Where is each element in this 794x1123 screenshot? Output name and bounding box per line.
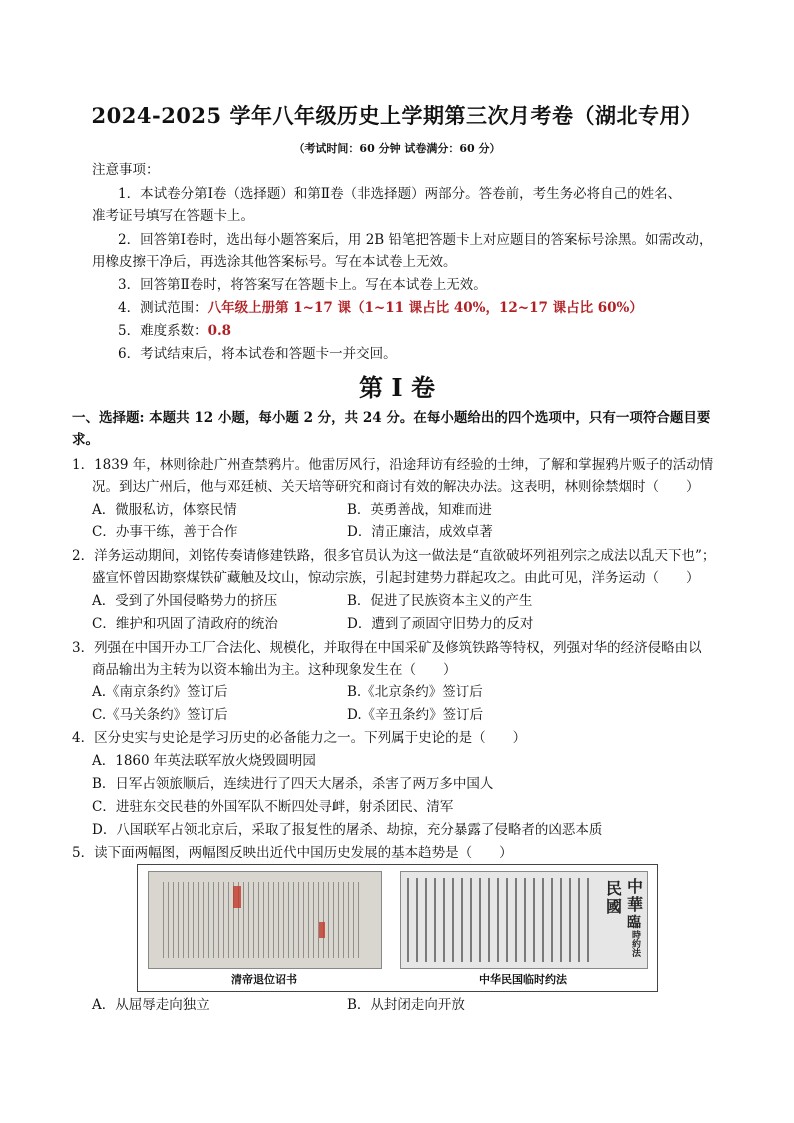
question-2-option-c[interactable]: C．维护和巩固了清政府的统治 bbox=[92, 616, 278, 632]
note-6: 6．考试结束后，将本试卷和答题卡一并交回。 bbox=[118, 346, 397, 362]
question-1-stem-line-2: 况。到达广州后，他与邓廷桢、关天培等研究和商讨有效的解决办法。这表明，林则徐禁烟时（ ） bbox=[92, 479, 700, 495]
note-2-line-1: 2．回答第Ⅰ卷时，选出每小题答案后，用 2B 铅笔把答题卡上对应题目的答案标号涂黑。如需改动， bbox=[118, 232, 713, 248]
question-3-option-d[interactable]: D.《辛丑条约》签订后 bbox=[347, 707, 484, 723]
note-4-label: 4．测试范围： bbox=[118, 300, 208, 316]
provisional-constitution-image bbox=[400, 871, 648, 969]
question-2-option-a[interactable]: A．受到了外国侵略势力的挤压 bbox=[92, 593, 278, 609]
note-3: 3．回答第Ⅱ卷时，将答案写在答题卡上。写在本试卷上无效。 bbox=[118, 277, 487, 293]
note-2-line-2: 用橡皮擦干净后，再选涂其他答案标号。写在本试卷上无效。 bbox=[92, 254, 457, 270]
figure-title-char: 中 bbox=[627, 877, 644, 896]
question-1-option-a[interactable]: A．微服私访，体察民情 bbox=[92, 502, 237, 518]
question-2-option-b[interactable]: B．促进了民族资本主义的产生 bbox=[347, 593, 533, 609]
question-3-option-c[interactable]: C.《马关条约》签订后 bbox=[92, 707, 228, 723]
question-4-option-d[interactable]: D．八国联军占领北京后，采取了报复性的屠杀、劫掠，充分暴露了侵略者的凶恶本质 bbox=[92, 822, 603, 838]
difficulty-value: 0.8 bbox=[207, 323, 232, 339]
section-intro-line-1: 一、选择题: 本题共 12 小题，每小题 2 分，共 24 分。在每小题给出的四个选项中，只有一项符合题目要 bbox=[72, 410, 711, 426]
note-1-line-2: 准考证号填写在答题卡上。 bbox=[92, 208, 254, 224]
abdication-edict-image bbox=[148, 871, 382, 969]
question-5-option-a[interactable]: A．从屈辱走向独立 bbox=[92, 997, 210, 1013]
question-4-option-a[interactable]: A．1860 年英法联军放火烧毁圆明园 bbox=[92, 753, 316, 769]
question-4-option-c[interactable]: C．进驻东交民巷的外国军队不断四处寻衅，射杀团民、清军 bbox=[92, 799, 454, 815]
question-2-stem-line-1: 2．洋务运动期间，刘铭传奏请修建铁路，很多官员认为这一做法是“直欲破坏列祖列宗之成法以乱天下也”； bbox=[72, 548, 716, 564]
question-1-stem-line-1: 1．1839 年，林则徐赴广州查禁鸦片。他雷厉风行，沿途拜访有经验的士绅，了解和掌握鸦片贩子的活动情 bbox=[72, 457, 714, 473]
question-1-option-c[interactable]: C．办事干练，善于合作 bbox=[92, 524, 238, 540]
note-5-label: 5．难度系数： bbox=[118, 323, 208, 339]
figure-title-char: 國 bbox=[606, 897, 623, 916]
figure-title-char: 時約法 bbox=[630, 930, 640, 957]
note-4 bbox=[118, 298, 643, 318]
question-5-stem: 5．读下面两幅图，两幅图反映出近代中国历史发展的基本趋势是（ ） bbox=[72, 845, 513, 861]
question-2-stem-line-2: 盛宣怀曾因勘察煤铁矿藏触及坟山，惊动宗族，引起封建势力群起攻之。由此可见，洋务运动（ ） bbox=[92, 570, 700, 586]
figure-title-char: 臨 bbox=[627, 915, 641, 931]
note-1-line-1: 1．本试卷分第Ⅰ卷（选择题）和第Ⅱ卷（非选择题）两部分。答卷前，考生务必将自己的姓名、 bbox=[118, 186, 682, 202]
question-5-figures bbox=[137, 864, 658, 992]
question-3-stem-line-1: 3．列强在中国开办工厂合法化、规模化，并取得在中国采矿及修筑铁路等特权，列强对华的经济侵略由以 bbox=[72, 640, 702, 656]
section-intro-line-2: 求。 bbox=[72, 432, 99, 448]
figure-caption-left: 清帝退位诏书 bbox=[231, 973, 297, 986]
question-1-option-b[interactable]: B．英勇善战，知难而进 bbox=[347, 502, 492, 518]
question-4-option-b[interactable]: B．日军占领旅顺后，连续进行了四天大屠杀，杀害了两万多中国人 bbox=[92, 776, 494, 792]
notes-heading: 注意事项： bbox=[92, 162, 160, 178]
question-4-stem: 4．区分史实与史论是学习历史的必备能力之一。下列属于史论的是（ ） bbox=[72, 730, 527, 746]
question-1-option-d[interactable]: D．清正廉洁，成效卓著 bbox=[347, 524, 493, 540]
note-5 bbox=[118, 321, 231, 341]
section-title: 第 I 卷 bbox=[359, 373, 435, 402]
exam-info: （考试时间：60 分钟 试卷满分：60 分） bbox=[293, 142, 501, 155]
question-5-option-b[interactable]: B．从封闭走向开放 bbox=[347, 997, 465, 1013]
page-title: 2024-2025 学年八年级历史上学期第三次月考卷（湖北专用） bbox=[91, 103, 703, 128]
question-3-stem-line-2: 商品输出为主转为以资本输出为主。这种现象发生在（ ） bbox=[92, 662, 457, 678]
figure-title-char: 華 bbox=[627, 895, 644, 914]
figure-title-char: 民 bbox=[606, 879, 623, 898]
question-2-option-d[interactable]: D．遭到了顽固守旧势力的反对 bbox=[347, 616, 534, 632]
figure-caption-right: 中华民国临时约法 bbox=[479, 973, 567, 986]
question-3-option-b[interactable]: B.《北京条约》签订后 bbox=[347, 684, 483, 700]
question-3-option-a[interactable]: A.《南京条约》签订后 bbox=[92, 684, 228, 700]
test-scope: 八年级上册第 1~17 课（1~11 课占比 40%，12~17 课占比 60%） bbox=[207, 300, 643, 316]
